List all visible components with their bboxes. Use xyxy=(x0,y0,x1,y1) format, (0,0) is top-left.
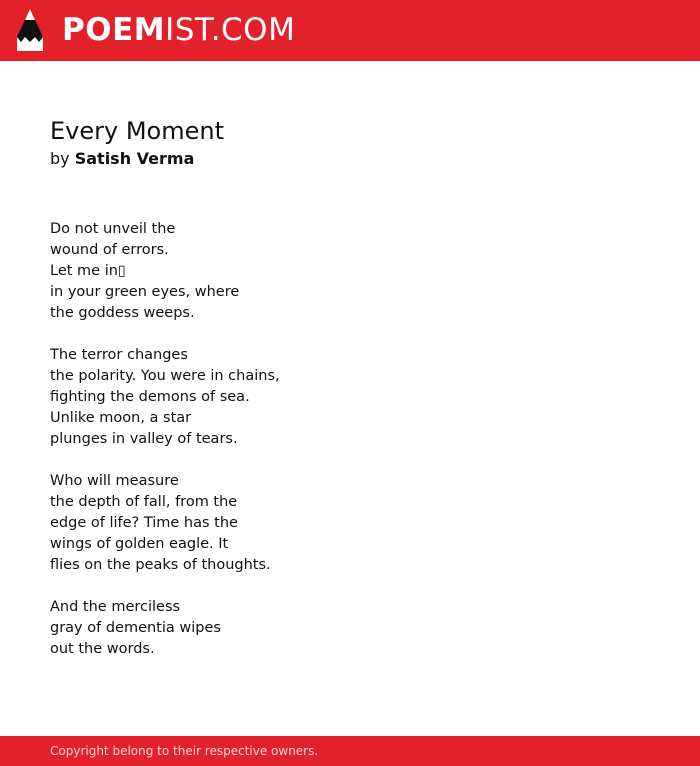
poem-line: fighting the demons of sea. xyxy=(50,389,250,405)
poem-line: plunges in valley of tears. xyxy=(50,431,238,447)
poem-body xyxy=(50,219,650,681)
poem-stanza xyxy=(50,219,650,324)
poem-line: the goddess weeps. xyxy=(50,305,195,321)
poem-line: Let me in▯ xyxy=(50,263,126,279)
author-name: Satish Verma xyxy=(74,149,195,168)
poem-line: Do not unveil the xyxy=(50,221,176,237)
logo-text-bold: POEM xyxy=(62,12,166,48)
poem-stanza xyxy=(50,597,650,660)
poem-stanza xyxy=(50,345,650,450)
poem-line: out the words. xyxy=(50,641,155,657)
poem-line: the polarity. You were in chains, xyxy=(50,368,280,384)
poem-line: Who will measure xyxy=(50,473,179,489)
poem-line: wound of errors. xyxy=(50,242,169,258)
site-header xyxy=(0,0,700,61)
poem-line: flies on the peaks of thoughts. xyxy=(50,557,271,573)
poem-line: Unlike moon, a star xyxy=(50,410,192,426)
site-logo[interactable] xyxy=(62,12,295,48)
poem-title: Every Moment xyxy=(50,117,224,145)
poem-stanza xyxy=(50,471,650,576)
poem-line: the depth of fall, from the xyxy=(50,494,238,510)
poem-line: edge of life? Time has the xyxy=(50,515,238,531)
site-footer xyxy=(0,736,700,766)
poem-line: in your green eyes, where xyxy=(50,284,240,300)
poem-line: And the merciless xyxy=(50,599,181,615)
logo-text-light: IST.COM xyxy=(165,12,296,48)
by-label: by xyxy=(50,149,70,168)
pencil-tip-icon[interactable] xyxy=(17,9,43,51)
poem-byline xyxy=(50,149,194,169)
poem-line: gray of dementia wipes xyxy=(50,620,221,636)
poem-line: The terror changes xyxy=(50,347,188,363)
poem-line: wings of golden eagle. It xyxy=(50,536,229,552)
copyright-text: Copyright belong to their respective owners. xyxy=(50,744,319,758)
